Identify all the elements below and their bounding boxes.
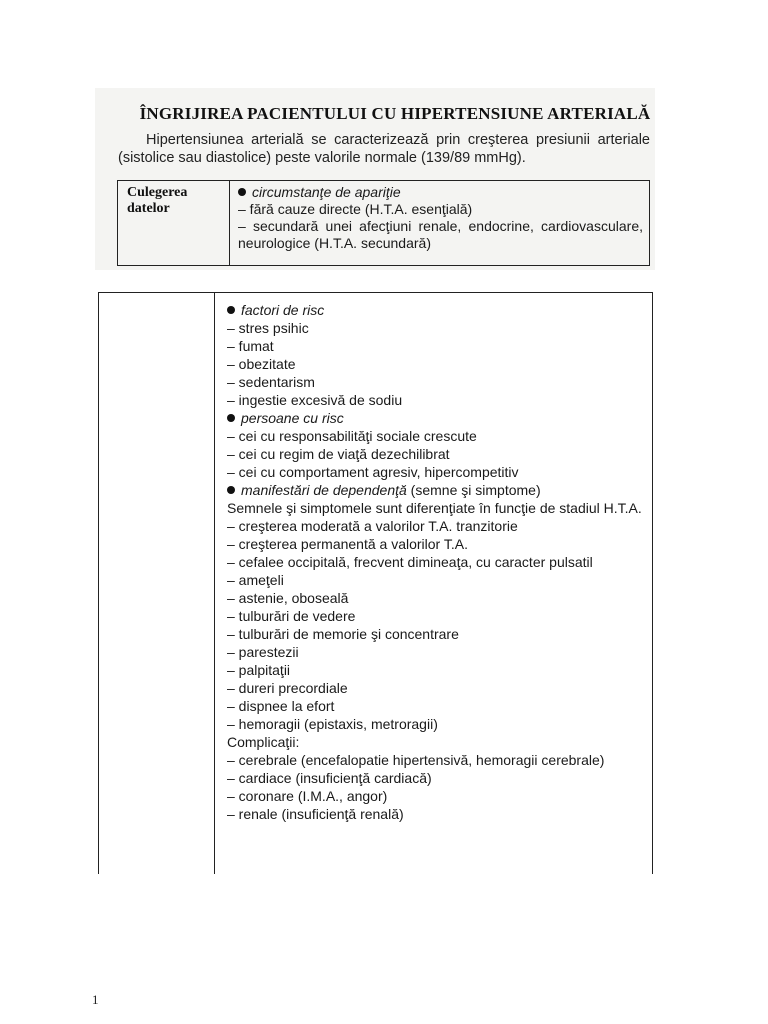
- bullet-icon: [227, 306, 235, 314]
- complications-heading: Complicaţii:: [227, 734, 300, 750]
- circumstances-heading: circumstanţe de apariţie: [252, 184, 401, 200]
- section-body-continued: [227, 301, 642, 823]
- list-item: – tulburări de vedere: [227, 608, 356, 624]
- list-item: – fără cauze directe (H.T.A. esenţială): [238, 201, 473, 217]
- list-item: – obezitate: [227, 356, 296, 372]
- manifestations-heading: manifestări de dependenţă: [241, 482, 407, 498]
- list-item: – dispnee la efort: [227, 698, 335, 714]
- list-item: – astenie, oboseală: [227, 590, 349, 606]
- persons-at-risk-heading: persoane cu risc: [241, 410, 344, 426]
- table-border-left: [98, 293, 99, 874]
- list-item: – creşterea permanentă a valorilor T.A.: [227, 536, 468, 552]
- data-collection-table-top: [117, 180, 650, 266]
- list-item: – cei cu responsabilităţi sociale crescute: [227, 428, 477, 444]
- list-item: – coronare (I.M.A., angor): [227, 788, 388, 804]
- manifestations-intro: Semnele şi simptomele sunt diferenţiate în funcţie de stadiul H.T.A.: [227, 500, 642, 516]
- list-item: – cefalee occipitală, frecvent dimineaţa, cu caracter pulsatil: [227, 554, 593, 570]
- list-item: – parestezii: [227, 644, 299, 660]
- list-item: – tulburări de memorie şi concentrare: [227, 626, 459, 642]
- list-item: – secundară unei afecţiuni renale, endocrine, cardiovasculare, neurologice (H.T.A. secundară): [238, 218, 643, 251]
- list-item: – dureri precordiale: [227, 680, 348, 696]
- list-item: – cardiace (insuficienţă cardiacă): [227, 770, 432, 786]
- list-item: – cei cu comportament agresiv, hipercompetitiv: [227, 464, 519, 480]
- section-label-line1: Culegerea: [127, 185, 188, 200]
- table-border-right: [652, 293, 653, 874]
- section-label: [118, 181, 230, 265]
- list-item: – fumat: [227, 338, 274, 354]
- list-item: – renale (insuficienţă renală): [227, 806, 404, 822]
- section-label-line2: datelor: [127, 201, 170, 216]
- list-item: – creşterea moderată a valorilor T.A. tranzitorie: [227, 518, 518, 534]
- list-item: – sedentarism: [227, 374, 315, 390]
- bullet-icon: [227, 486, 235, 494]
- page-number: 1: [92, 992, 99, 1007]
- bullet-icon: [238, 188, 246, 196]
- intro-paragraph: [118, 131, 650, 167]
- table-column-divider: [214, 293, 215, 874]
- section-body: [230, 181, 649, 265]
- bullet-icon: [227, 414, 235, 422]
- list-item: – stres psihic: [227, 320, 309, 336]
- list-item: – cerebrale (encefalopatie hipertensivă, hemoragii cerebrale): [227, 752, 605, 768]
- page-title: ÎNGRIJIREA PACIENTULUI CU HIPERTENSIUNE ARTERIALĂ: [139, 104, 651, 123]
- list-item: – hemoragii (epistaxis, metroragii): [227, 716, 438, 732]
- list-item: – cei cu regim de viaţă dezechilibrat: [227, 446, 450, 462]
- list-item: – ameţeli: [227, 572, 284, 588]
- list-item: – ingestie excesivă de sodiu: [227, 392, 403, 408]
- risk-factors-heading: factori de risc: [241, 302, 325, 318]
- data-collection-table-continued: [98, 292, 653, 874]
- list-item: – palpitaţii: [227, 662, 291, 678]
- manifestations-heading-suffix: (semne şi simptome): [406, 482, 541, 498]
- intro-text: Hipertensiunea arterială se caracterizează prin creşterea presiunii arteriale (sistolice sau diastolice) peste valorile normale (139/89 mmHg).: [118, 132, 650, 166]
